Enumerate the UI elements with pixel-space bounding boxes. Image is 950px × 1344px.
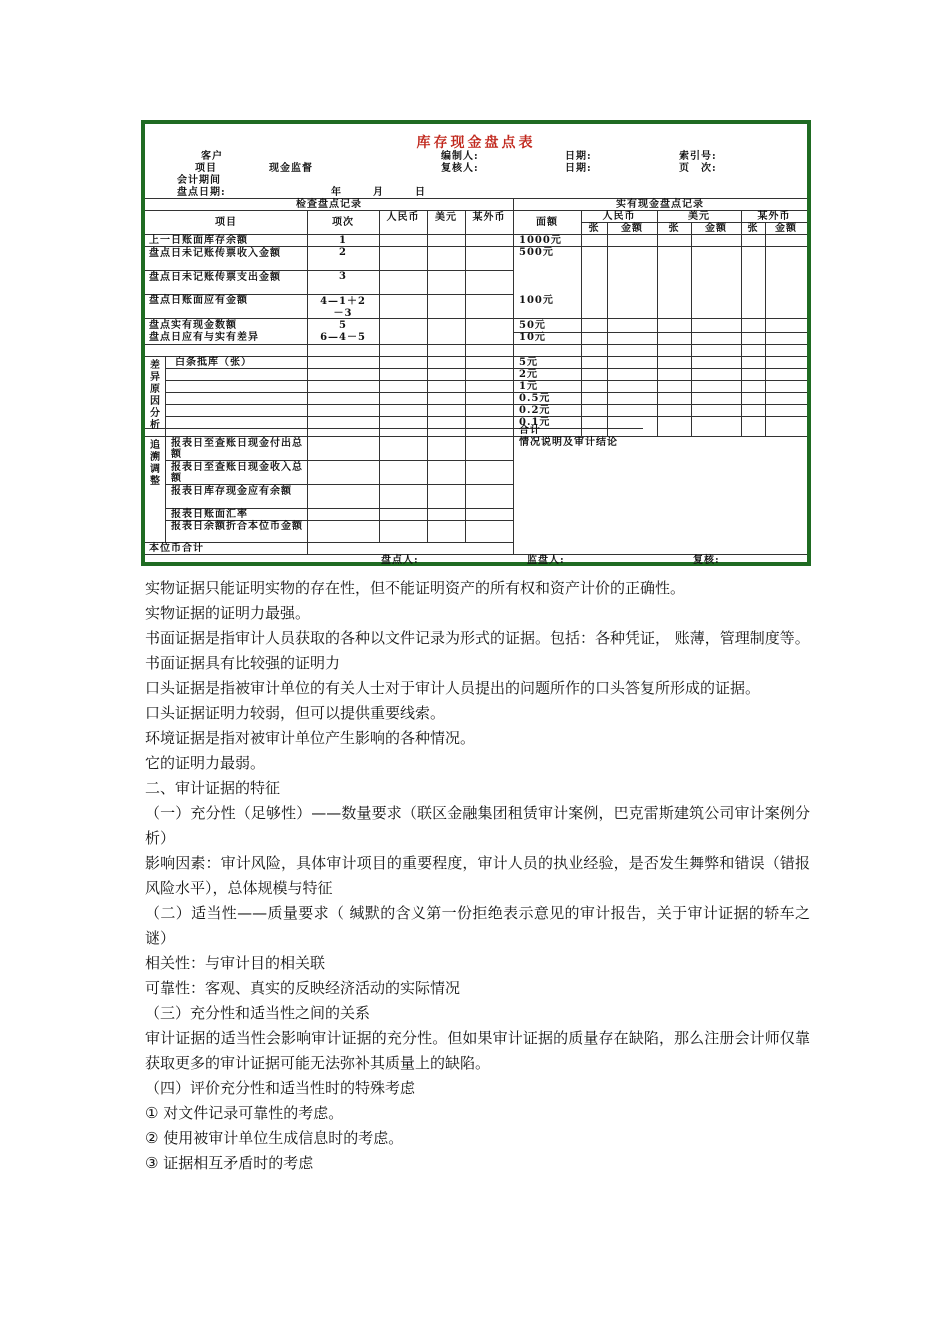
page-no-label: 页 次: — [679, 163, 717, 174]
paragraph: （三）充分性和适当性之间的关系 — [145, 1004, 371, 1022]
left-row-item: 盘点日未记账传票收入金额 — [149, 248, 281, 259]
review-label: 复核: — [693, 555, 720, 566]
paragraph: 可靠性：客观、真实的反映经济活动的实际情况 — [145, 979, 461, 997]
adjust-label: 追溯调整 — [150, 440, 160, 487]
col-r-usd: 美元 — [688, 211, 710, 222]
col-other: 某外币 — [472, 212, 506, 223]
adjust-row: 报表日至查账日现金收入总额 — [171, 462, 303, 484]
paragraph: 审计证据的适当性会影响审计证据的充分性。但如果审计证据的质量存在缺陷，那么注册会计师仅靠获取更多的审计证据可能无法弥补其质量上的缺陷。 — [145, 1029, 810, 1072]
list-item: ② 使用被审计单位生成信息时的考虑。 — [145, 1129, 404, 1147]
adjust-row: 报表日账面汇率 — [171, 509, 248, 520]
counter-label: 盘点人: — [381, 555, 419, 566]
denomination: 5元 — [519, 357, 538, 368]
document-body — [145, 576, 810, 1176]
denomination: 10元 — [519, 332, 546, 343]
col-amount-3: 金额 — [775, 223, 797, 234]
left-row-seq: 2 — [339, 247, 347, 258]
left-row-seq: 5 — [339, 320, 347, 331]
paragraph: 书面证据是指审计人员获取的各种以文件记录为形式的证据。包括：各种凭证， 账薄，管理制度等。 — [145, 629, 810, 647]
date1-label: 日期: — [565, 151, 592, 162]
col-sheets-2: 张 — [668, 223, 680, 234]
diff-analysis-label: 差异原因分析 — [150, 360, 160, 431]
col-sheets-3: 张 — [747, 223, 759, 234]
col-seq: 项次 — [332, 217, 354, 228]
period-label: 会计期间 — [177, 175, 221, 186]
paragraph: 实物证据只能证明实物的存在性，但不能证明资产的所有权和资产计价的正确性。 — [145, 579, 686, 597]
left-row-item: 盘点日未记账传票支出金额 — [149, 272, 281, 283]
paragraph: （四）评价充分性和适当性时的特殊考虑 — [145, 1079, 416, 1097]
left-row-seq: 6—4－5 — [320, 332, 366, 343]
adjust-row: 报表日余额折合本位币金额 — [171, 521, 303, 532]
col-r-other: 某外币 — [757, 211, 791, 222]
denomination: 1000元 — [519, 235, 562, 246]
left-row-item: 上一日账面库存余额 — [149, 235, 248, 246]
col-r-rmb: 人民币 — [602, 211, 636, 222]
item-label: 项目 — [195, 163, 217, 174]
left-row-seq: 3 — [339, 271, 347, 282]
date2-label: 日期: — [565, 163, 592, 174]
left-section-title: 检查盘点记录 — [296, 199, 362, 210]
paragraph: 口头证据证明力较弱，但可以提供重要线索。 — [145, 704, 446, 722]
denomination: 50元 — [519, 320, 546, 331]
index-no-label: 索引号: — [679, 151, 717, 162]
cash-count-form-image — [141, 120, 811, 566]
conclusion-label: 情况说明及审计结论 — [519, 437, 618, 448]
denomination: 0.5元 — [519, 393, 551, 404]
count-date-label: 盘点日期: — [177, 187, 226, 198]
year-label: 年 — [331, 187, 342, 198]
supervisor-label: 监盘人: — [527, 555, 565, 566]
item-value: 现金监督 — [269, 163, 313, 174]
preparer-label: 编制人: — [441, 151, 479, 162]
denomination: 500元 — [519, 247, 554, 258]
col-denom: 面额 — [536, 217, 558, 228]
right-section-title: 实有现金盘点记录 — [616, 199, 704, 210]
denomination: 0.2元 — [519, 405, 551, 416]
reviewer-label: 复核人: — [441, 163, 479, 174]
denomination: 1元 — [519, 381, 538, 392]
list-item: ③ 证据相互矛盾时的考虑 — [145, 1154, 314, 1172]
paragraph: 影响因素：审计风险，具体审计项目的重要程度，审计人员的执业经验，是否发生舞弊和错误（错报风险水平），总体规模与特征 — [145, 854, 810, 897]
paragraph: 书面证据具有比较强的证明力 — [145, 654, 341, 672]
left-row-item: 盘点实有现金数额 — [149, 320, 237, 331]
day-label: 日 — [415, 187, 426, 198]
left-row-item: 盘点日应有与实有差异 — [149, 332, 259, 343]
list-item: ① 对文件记录可靠性的考虑。 — [145, 1104, 344, 1122]
denomination: 0.1元 — [519, 417, 551, 428]
paragraph: 它的证明力最弱。 — [145, 754, 266, 772]
denomination: 100元 — [519, 295, 554, 306]
paragraph: （二）适当性——质量要求（ 缄默的含义第一份拒绝表示意见的审计报告，关于审计证据的轿车之谜） — [145, 904, 810, 947]
adjust-row: 报表日库存现金应有余额 — [171, 486, 292, 497]
month-label: 月 — [373, 187, 384, 198]
base-total-label: 本位币合计 — [149, 543, 204, 554]
paragraph: 口头证据是指被审计单位的有关人士对于审计人员提出的问题所作的口头答复所形成的证据。 — [145, 679, 761, 697]
paragraph: 相关性：与审计目的相关联 — [145, 954, 326, 972]
col-amount-1: 金额 — [621, 223, 643, 234]
adjust-row: 报表日至查账日现金付出总额 — [171, 438, 303, 460]
denomination-total: 合计 — [519, 425, 541, 436]
col-amount-2: 金额 — [705, 223, 727, 234]
paragraph: 环境证据是指对被审计单位产生影响的各种情况。 — [145, 729, 476, 747]
left-row-seq: 1 — [339, 235, 347, 246]
col-sheets-1: 张 — [588, 223, 600, 234]
section-heading: 二、审计证据的特征 — [145, 779, 281, 797]
denomination: 2元 — [519, 369, 538, 380]
customer-label: 客户 — [201, 151, 223, 162]
col-usd: 美元 — [435, 212, 457, 223]
paragraph: 实物证据的证明力最强。 — [145, 604, 311, 622]
col-rmb: 人民币 — [386, 212, 420, 223]
col-item: 项目 — [215, 217, 237, 228]
form-title: 库存现金盘点表 — [416, 135, 536, 151]
left-row-seq: 4—1＋2－3 — [320, 296, 366, 319]
diff-item-label: 白条抵库（张） — [175, 357, 252, 368]
paragraph: （一）充分性（足够性）——数量要求（联区金融集团租赁审计案例，巴克雷斯建筑公司审计案例分析） — [145, 804, 810, 847]
left-row-item: 盘点日账面应有金额 — [149, 295, 248, 306]
